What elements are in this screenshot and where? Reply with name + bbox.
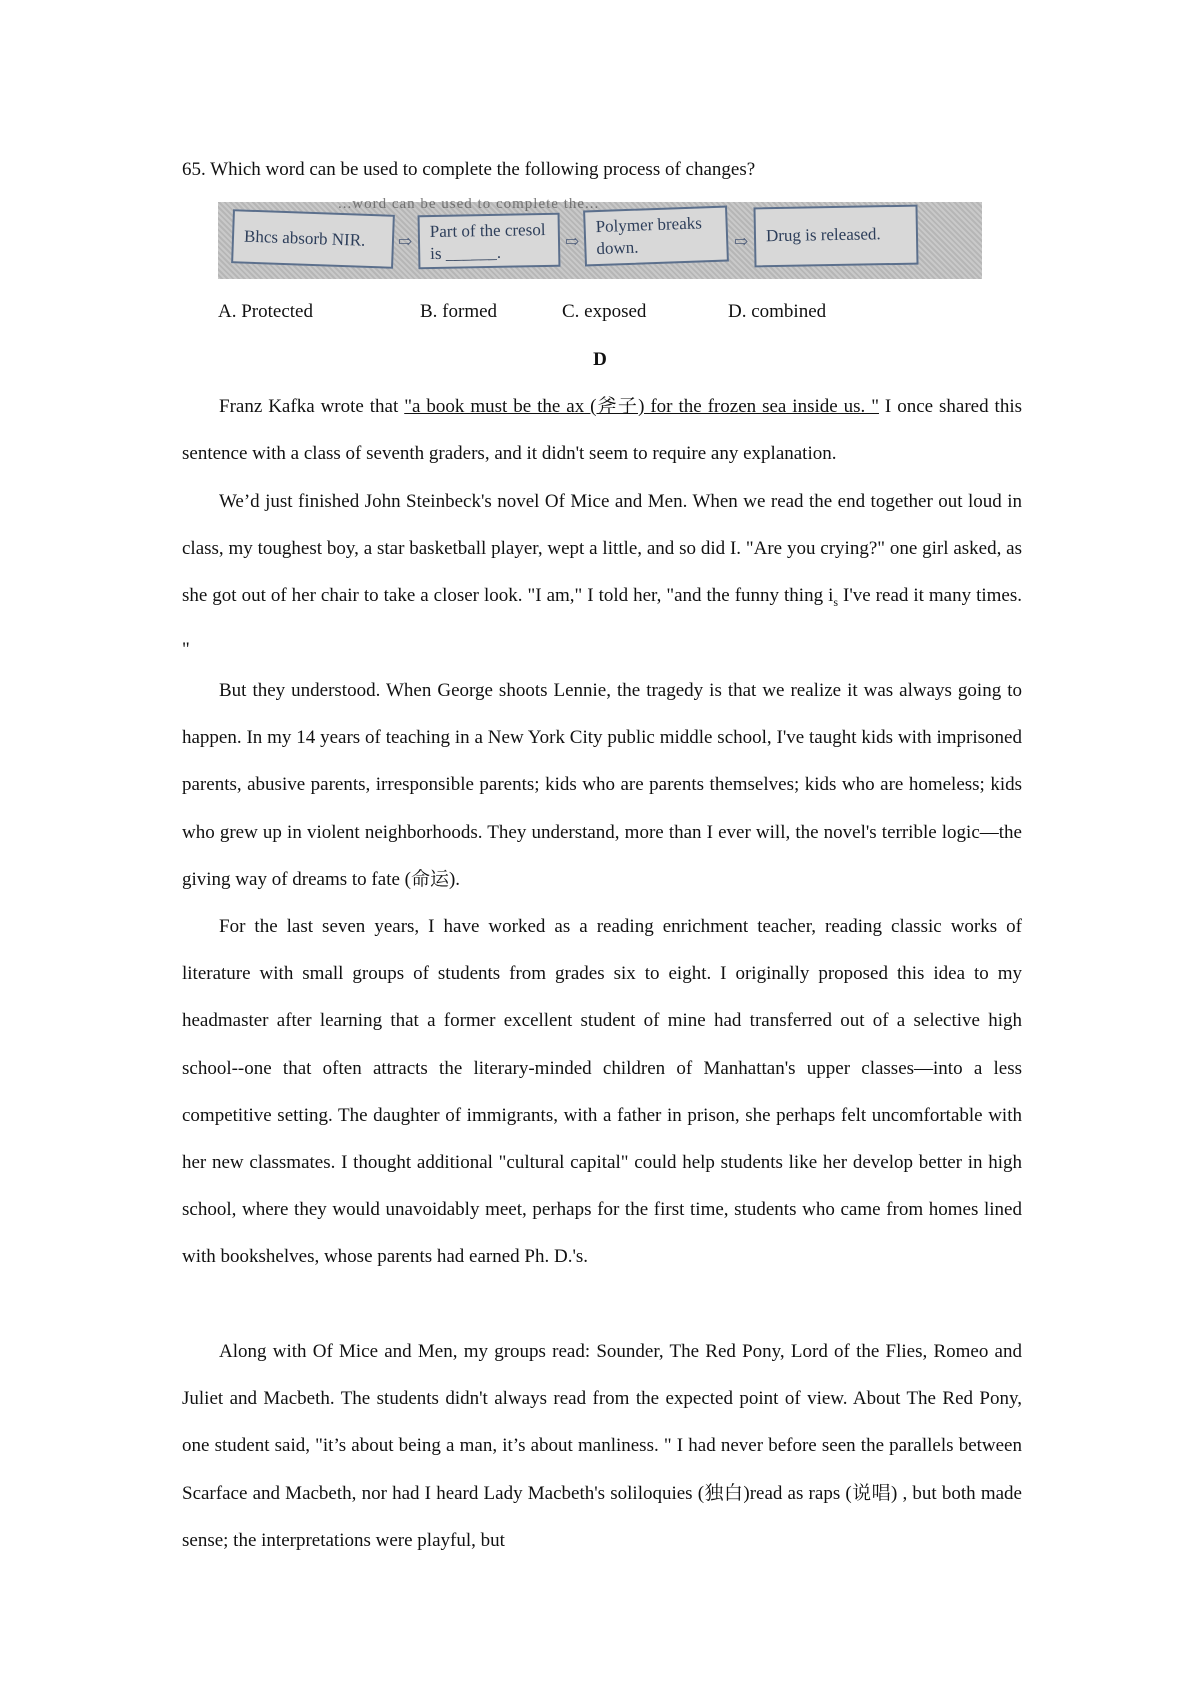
process-diagram [218,196,982,279]
p1-text-before: Franz Kafka wrote that [219,396,405,417]
arrow-icon: ⇨ [734,232,749,251]
step-3-text: Polymer breaks down. [595,213,703,259]
step-1-text: Bhcs absorb NIR. [243,226,366,250]
diagram-faded-text: ...word can be used to complete the... [338,196,600,212]
p2-text-before: We’d just finished John Steinbeck's novel Of Mice and Men. When we read the end together out loud in class, my toughest boy, a star basketball player, wept a little, and so did I. "Are you crying?" one girl asked, as she got out of her chair to take a closer look. "I am," I told her, "and the funny thing i [182,491,1022,607]
p1-text-after: I once shared this sentence with a class of seventh graders, and it didn't seem to require any explanation. [182,396,1022,465]
arrow-icon: ⇨ [398,232,413,251]
paragraph-3: But they understood. When George shoots Lennie, the tragedy is that we realize it was always going to happen. In my 14 years of teaching in a New York City public middle school, I've taught kids with imprisoned parents, abusive parents, irresponsible parents; kids who are parents themselves; kids who are homeless; kids who grew up in violent neighborhoods. They understand, more than I ever will, the novel's terrible logic—the giving way of dreams to fate (命运). [182,680,1022,890]
option-c[interactable]: C. exposed [562,301,647,322]
section-heading: D [593,349,607,370]
arrow-icon: ⇨ [565,232,580,251]
step-4-text: Drug is released. [765,224,881,246]
paragraph-4: For the last seven years, I have worked as a reading enrichment teacher, reading classic works of literature with small groups of students from grades six to eight. I originally proposed this idea to my headmaster after learning that a former excellent student of mine had transferred out of a selective high school--one that often attracts the literary-minded children of Manhattan's upper classes—into a less competitive setting. The daughter of immigrants, with a father in prison, she perhaps felt uncomfortable with her new classmates. I thought additional "cultural capital" could help students like her develop better in high school, where they would unavoidably meet, perhaps for the first time, students who came from homes lined with bookshelves, whose parents had earned Ph. D.'s. [182,916,1022,1268]
question-65: 65. Which word can be used to complete the following process of changes? [182,159,756,180]
paragraph-1 [182,383,1022,477]
step-2-box [418,213,561,269]
p1-underlined-quote: "a book must be the ax (斧子) for the frozen sea inside us. " [404,396,879,417]
step-4-box [753,205,918,268]
p2-subscript: s [833,595,839,610]
p2-text-after: I've read it many times. " [182,585,1023,661]
paragraph-2 [182,478,1022,674]
option-b[interactable]: B. formed [420,301,498,322]
option-a[interactable]: A. Protected [218,301,313,322]
option-d[interactable]: D. combined [728,301,827,322]
step-3-box [583,206,729,267]
step-1-box [231,209,395,269]
step-2-text: Part of the cresol is ______. [429,220,546,264]
paragraph-5: Along with Of Mice and Men, my groups read: Sounder, The Red Pony, Lord of the Flies, Romeo and Juliet and Macbeth. The students didn't always read from the expected point of view. About The Red Pony, one student said, "it’s about being a man, it’s about manliness. " I had never before seen the parallels between Scarface and Macbeth, nor had I heard Lady Macbeth's soliloquies (独白)read as raps (说唱) , but both made sense; the interpretations were playful, but [182,1341,1022,1551]
